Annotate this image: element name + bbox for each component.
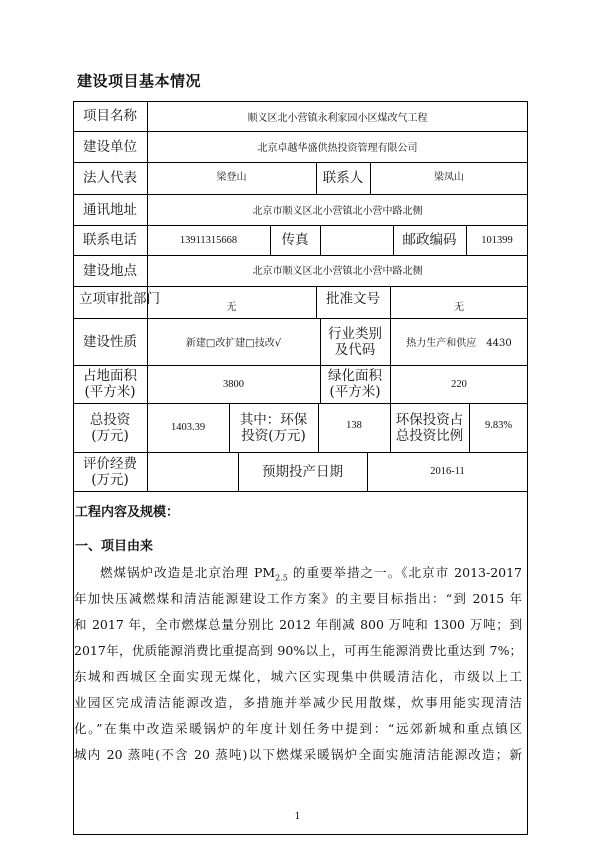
- body-paragraph: [74, 560, 522, 768]
- scope-heading: 工程内容及规模：: [75, 505, 180, 520]
- address-label: 通讯地址: [83, 201, 137, 218]
- body-line-text: 燃煤锅炉改造是北京治理 PM: [100, 565, 276, 580]
- green-area-label: [320, 365, 390, 403]
- start-date-label: 预期投产日期: [262, 463, 343, 480]
- project-name-value: 顺义区北小营镇永利家园小区煤改气工程: [247, 112, 428, 124]
- approval-dept-label: 立项审批部门: [79, 291, 160, 307]
- legal-rep-label: 法人代表: [83, 170, 137, 186]
- body-line: 东城和西城区全面实现无煤化，城六区实现集中供暖清洁化，市级以上工: [74, 669, 522, 684]
- land-area-value: 3800: [223, 378, 244, 390]
- page-title: 建设项目基本情况: [77, 72, 202, 90]
- env-ratio-label-line: 环保投资占: [395, 411, 464, 428]
- green-area-label-line: 绿化面积: [328, 368, 382, 384]
- nature-value: 新建□改扩建□技改√: [185, 338, 282, 349]
- eval-cost-value: [147, 452, 238, 491]
- body-line: [74, 560, 522, 586]
- env-invest-label-line: 其中：环保: [239, 411, 308, 428]
- land-area-label-line: 占地面积: [83, 368, 137, 384]
- body-line: 2017年，优质能源消费比重提高到 90%以上，可再生能源消费比重达到 7%；: [74, 643, 522, 658]
- phone-value: 13911315668: [179, 234, 238, 246]
- total-invest-label-line: (万元): [91, 427, 129, 444]
- project-name-label: 项目名称: [83, 108, 137, 124]
- contact-person-value: 梁凤山: [434, 171, 464, 183]
- start-date-value: 2016-11: [430, 466, 465, 477]
- industry-label-line: 行业类别: [328, 325, 382, 342]
- fax-value: [320, 225, 393, 255]
- row-divider: [73, 491, 528, 492]
- builder-label: 建设单位: [83, 138, 137, 155]
- nature-label: 建设性质: [83, 333, 137, 350]
- total-invest-label-line: 总投资: [89, 411, 131, 428]
- land-area-label-line: (平方米): [84, 384, 136, 400]
- env-ratio-value: 9.83%: [484, 420, 513, 431]
- industry-label-line: 及代码: [334, 341, 376, 358]
- approval-no-label: 批准文号: [326, 291, 380, 307]
- page-number: 1: [294, 812, 301, 822]
- industry-label: [320, 318, 390, 365]
- env-invest-value: 138: [346, 420, 362, 431]
- postcode-label: 邮政编码: [402, 232, 457, 248]
- body-line: 和 2017 年，全市燃煤总量分别比 2012 年削减 800 万吨和 1300 万吨；到: [74, 617, 522, 632]
- env-ratio-label-line: 总投资比例: [395, 427, 464, 444]
- origin-heading: 一、项目由来: [75, 539, 154, 554]
- total-invest-label: [73, 403, 147, 452]
- pm-subscript: 2.5: [275, 573, 288, 583]
- green-area-value: 220: [451, 378, 467, 390]
- phone-label: 联系电话: [83, 232, 137, 248]
- body-line: 年加快压减燃煤和清洁能源建设工作方案》的主要目标指出：“到 2015 年: [74, 591, 522, 606]
- env-invest-label: [229, 403, 318, 452]
- eval-cost-label: [73, 452, 147, 491]
- land-area-label: [73, 365, 147, 403]
- body-line: 化。”在集中改造采暖锅炉的年度计划任务中提到：“远郊新城和重点镇区: [74, 721, 522, 736]
- legal-rep-value: 梁登山: [216, 171, 247, 183]
- body-line-text: 的重要举措之一。《北京市 2013-2017: [287, 565, 522, 580]
- eval-cost-label-line: 评价经费: [83, 455, 137, 472]
- industry-value: 热力生产和供应 4430: [406, 338, 512, 349]
- env-ratio-label: [390, 403, 469, 452]
- total-invest-value: 1403.39: [170, 422, 206, 433]
- builder-value: 北京卓越华盛供热投资管理有限公司: [257, 143, 418, 154]
- approval-no-value: 无: [454, 301, 464, 313]
- fax-label: 传真: [281, 232, 309, 248]
- address-value: 北京市顺义区北小营镇北小营中路北侧: [252, 206, 423, 217]
- body-line: 业园区完成清洁能源改造，多措施并举减少民用散煤，炊事用能实现清洁: [74, 695, 522, 710]
- body-line: 城内 20 蒸吨(不含 20 蒸吨)以下燃煤采暖锅炉全面实施清洁能源改造；新: [74, 747, 522, 762]
- contact-person-label: 联系人: [322, 170, 364, 186]
- env-invest-label-line: 投资(万元): [241, 427, 306, 444]
- green-area-label-line: (平方米): [329, 384, 381, 400]
- site-label: 建设地点: [83, 262, 137, 279]
- site-value: 北京市顺义区北小营镇北小营中路北侧: [252, 265, 423, 277]
- postcode-value: 101399: [481, 234, 513, 246]
- eval-cost-label-line: (万元): [91, 471, 129, 488]
- approval-dept-value: 无: [226, 301, 237, 313]
